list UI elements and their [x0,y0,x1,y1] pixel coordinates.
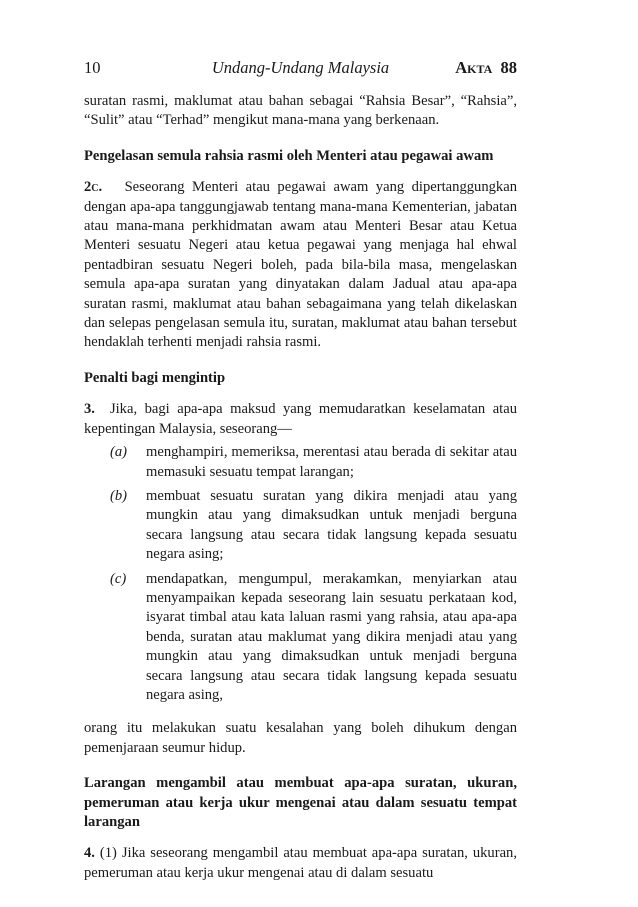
section-2c-number [84,179,102,195]
section-3-heading: Penalti bagi mengintip [84,369,226,386]
section-4-heading: Larangan mengambil atau membuat apa-apa suratan, ukuran, pemeruman atau kerja ukur mengenai atau dalam sesuatu tempat larangan [84,775,517,830]
section-4-paragraph [84,844,517,883]
section-4-text: (1) Jika seseorang mengambil atau membuat apa-apa suratan, ukuran, pemeruman atau kerja ukur mengenai atau di dalam sesuatu [84,845,517,881]
page-header [84,58,517,82]
section-2c-paragraph [84,178,517,353]
document-body [84,92,517,883]
section-2c-heading: Pengelasan semula rahsia rasmi oleh Menteri atau pegawai awam [84,147,494,164]
section-3-intro-text: Jika, bagi apa-apa maksud yang memudaratkan keselamatan atau kepentingan Malaysia, seseorang— [84,401,518,437]
section-2c-number-suffix: c. [91,179,103,196]
intro-paragraph: suratan rasmi, maklumat atau bahan sebagai “Rahsia Besar”, “Rahsia”, “Sulit” atau “Terhad” mengikut mana-mana yang berkenaan. [84,93,517,129]
item-label: (b) [110,487,128,504]
item-text: mendapatkan, mengumpul, merakamkan, menyiarkan atau menyampaikan kepada seseorang lain sesuatu perkataan kod, isyarat timbal atau kata laluan rasmi yang rahsia, atau apa-apa benda, suratan atau maklumat yang dikira menjadi atau yang mungkin atau yang dimaksudkan untuk menjadi berguna secara langsung atau secara tidak langsung kepada sesuatu negara asing, [146,570,517,703]
item-text: membuat sesuatu suratan yang dikira menjadi atau yang mungkin atau yang dimaksudkan untuk menjadi berguna secara langsung atau secara tidak langsung kepada sesuatu negara asing; [146,487,517,563]
act-label [455,58,517,78]
act-prefix: A [455,58,468,77]
section-3-closing: orang itu melakukan suatu kesalahan yang boleh dihukum dengan pemenjaraan seumur hidup. [84,720,517,756]
section-3-items [84,443,517,705]
list-item [84,487,517,565]
section-2c-number-prefix: 2 [84,179,92,196]
section-4-number: 4. [84,845,95,862]
list-item [84,443,517,482]
list-item [84,570,517,706]
page-number: 10 [84,58,101,77]
item-text: menghampiri, memeriksa, merentasi atau berada di sekitar atau memasuki sesuatu tempat larangan; [146,444,517,480]
section-2c-text: Seseorang Menteri atau pegawai awam yang dipertanggungkan dengan apa-apa tanggungjawab tentang mana-mana Kementerian, jabatan atau mana-mana perkhidmatan awam atau Menteri Besar atau Ketua Menteri sesuatu Negeri atau ketua pegawai yang menjaga hal ehwal pentadbiran sesuatu Negeri boleh, pada bila-bila masa, mengelaskan semula apa-apa suratan yang dinyatakan dalam Jadual atau apa-apa suratan rasmi, maklumat atau bahan sebagaimana yang telah dikelaskan dan selepas pengelasan semula itu, suratan, maklumat atau bahan tersebut hendaklah terhenti menjadi rahsia rasmi. [84,179,518,351]
section-3-number: 3. [84,401,95,418]
act-number: 88 [500,58,517,77]
item-label: (c) [110,570,127,587]
act-rest: kta [467,58,493,77]
section-3-intro [84,400,517,439]
running-title: Undang-Undang Malaysia [211,58,390,77]
item-label: (a) [110,444,128,461]
